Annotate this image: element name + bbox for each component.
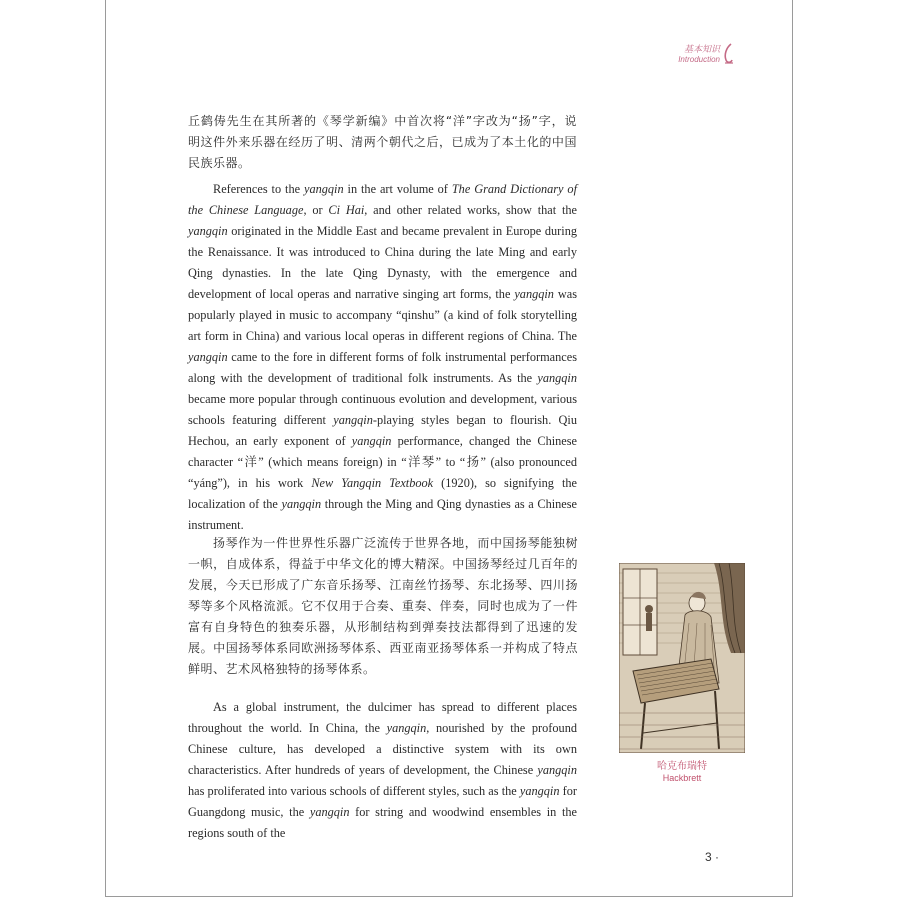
section-header bbox=[678, 45, 720, 64]
figure-caption-en: Hackbrett bbox=[662, 773, 702, 783]
paragraph-en-2: As a global instrument, the dulcimer has spread to different places throughout the world. In China, the yangqin, nourished by the profound Chinese culture, has developed a distinctive system with its own characteristics. After hundreds of years of development, the Chinese yangqin has proliferated into various schools of different styles, such as the yangqin for Guangdong music, the yangqin for string and woodwind ensembles in the regions south of the bbox=[188, 700, 577, 840]
paragraph-zh-1: 丘鹤俦先生在其所著的《琴学新编》中首次将“洋”字改为“扬”字，说明这件外来乐器在经历了明、清两个朝代之后，已成为了本土化的中国民族乐器。 bbox=[188, 114, 577, 170]
hackbrett-figure bbox=[619, 563, 745, 784]
hackbrett-engraving-image bbox=[619, 563, 745, 753]
paragraph-en-1: References to the yangqin in the art volume of The Grand Dictionary of the Chinese Language, or Ci Hai, and other related works, show that the yangqin originated in the Middle East and became prevalent in Europe during the Renaissance. It was introduced to China during the late Ming and early Qing dynasties. In the late Qing Dynasty, with the emergence and development of local operas and narrative singing art forms, the yangqin was popularly played in music to accompany “qinshu” (a kind of folk storytelling art form in China) and various local operas in different regions of China. The yangqin came to the fore in different forms of folk instrumental performances along with the development of traditional folk instruments. As the yangqin became more popular through continuous evolution and development, various schools featuring different yangqin-playing styles began to flourish. Qiu Hechou, an early exponent of yangqin performance, changed the Chinese character “洋” (which means foreign) in “洋琴” to “扬” (also pronounced “yáng”), in his work New Yangqin Textbook (1920), so signifying the localization of the yangqin through the Ming and Qing dynasties as a Chinese instrument. bbox=[188, 182, 578, 532]
header-title-zh: 基本知识 bbox=[683, 45, 720, 55]
swirl-ornament-icon bbox=[722, 43, 734, 65]
book-page bbox=[105, 0, 793, 897]
figure-caption-zh: 哈克布瑞特 bbox=[657, 761, 707, 772]
header-title-en: Introduction bbox=[678, 55, 720, 64]
paragraph-zh-2: 扬琴作为一件世界性乐器广泛流传于世界各地，而中国扬琴能独树一帜，自成体系，得益于中华文化的博大精深。中国扬琴经过几百年的发展，今天已形成了广东音乐扬琴、江南丝竹扬琴、东北扬琴、四川扬琴等多个风格流派。它不仅用于合奏、重奏、伴奏，同时也成为了一件富有自身特色的独奏乐器，从形制结构到弹奏技法都得到了迅速的发展。中国扬琴体系同欧洲扬琴体系、西亚南亚扬琴体系一并构成了特点鲜明、艺术风格独特的扬琴体系。 bbox=[188, 536, 578, 676]
page-number: 3 · bbox=[705, 850, 720, 864]
